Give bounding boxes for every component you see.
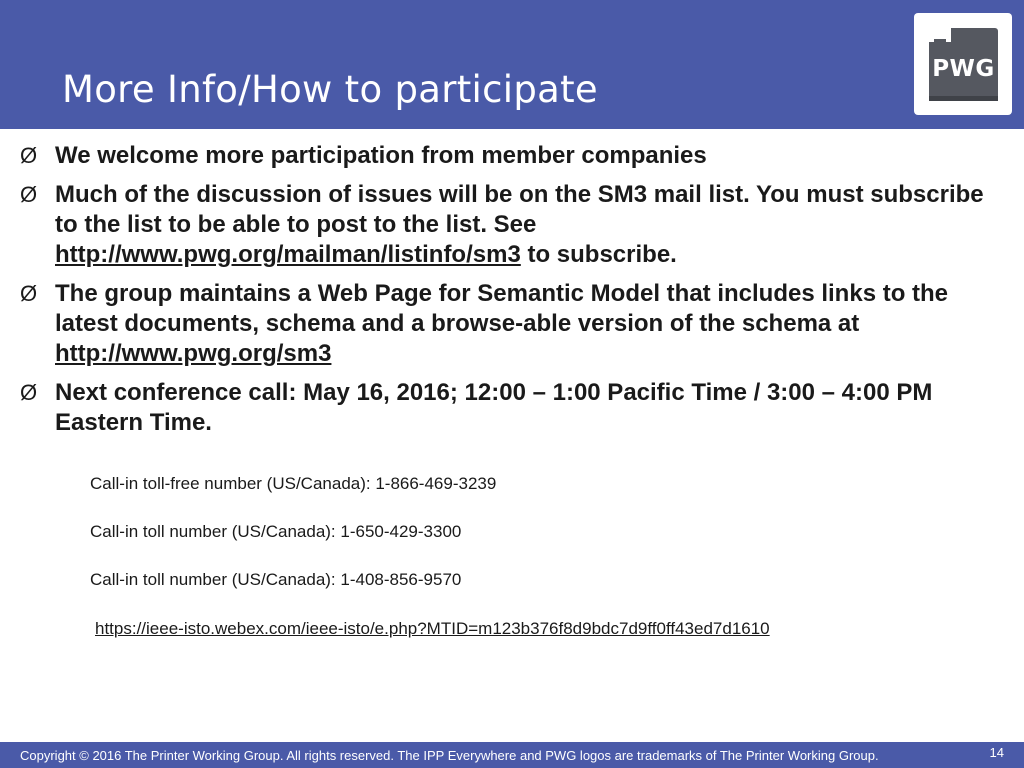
bullet-item <box>20 180 1005 270</box>
toll-number-1: Call-in toll number (US/Canada): 1-650-429-3300 <box>90 522 462 541</box>
bullet-arrow-icon: Ø <box>20 182 38 207</box>
page-number: 14 <box>989 745 1004 760</box>
bullet-item <box>20 141 1005 171</box>
pwg-logo-text: PWG <box>932 56 995 82</box>
pwg-logo <box>914 13 1012 115</box>
webex-link[interactable]: https://ieee-isto.webex.com/ieee-isto/e.php?MTID=m123b376f8d9bdc7d9ff0ff43ed7d1610 <box>95 619 770 638</box>
slide-title: More Info/How to participate <box>62 68 598 111</box>
bullet-arrow-icon: Ø <box>20 281 38 306</box>
slide-footer <box>0 742 1024 768</box>
bullet-text: We welcome more participation from member companies <box>55 142 707 169</box>
bullet-text: to subscribe. <box>520 241 677 268</box>
bullet-link[interactable]: http://www.pwg.org/sm3 <box>55 340 332 367</box>
toll-free-number: Call-in toll-free number (US/Canada): 1-866-469-3239 <box>90 474 497 493</box>
bullet-arrow-icon: Ø <box>20 380 38 405</box>
bullet-text: Much of the discussion of issues will be on the SM3 mail list. You must subscribe to the list to be able to post to the list. See <box>55 181 984 238</box>
bullet-text: Next conference call: May 16, 2016; 12:00 – 1:00 Pacific Time / 3:00 – 4:00 PM Eastern Time. <box>55 379 933 436</box>
bullet-link[interactable]: http://www.pwg.org/mailman/listinfo/sm3 <box>55 241 521 268</box>
bullet-text: The group maintains a Web Page for Semantic Model that includes links to the latest documents, schema and a browse-able version of the schema at <box>55 280 949 337</box>
bullet-item <box>20 279 1005 369</box>
copyright-text: Copyright © 2016 The Printer Working Group. All rights reserved. The IPP Everywhere and PWG logos are trademarks of The Printer Working Group. <box>20 748 879 763</box>
toll-number-2: Call-in toll number (US/Canada): 1-408-856-9570 <box>90 570 462 589</box>
slide-header <box>0 0 1024 129</box>
bullet-list <box>20 141 1005 447</box>
bullet-item <box>20 378 1005 438</box>
bullet-arrow-icon: Ø <box>20 143 38 168</box>
